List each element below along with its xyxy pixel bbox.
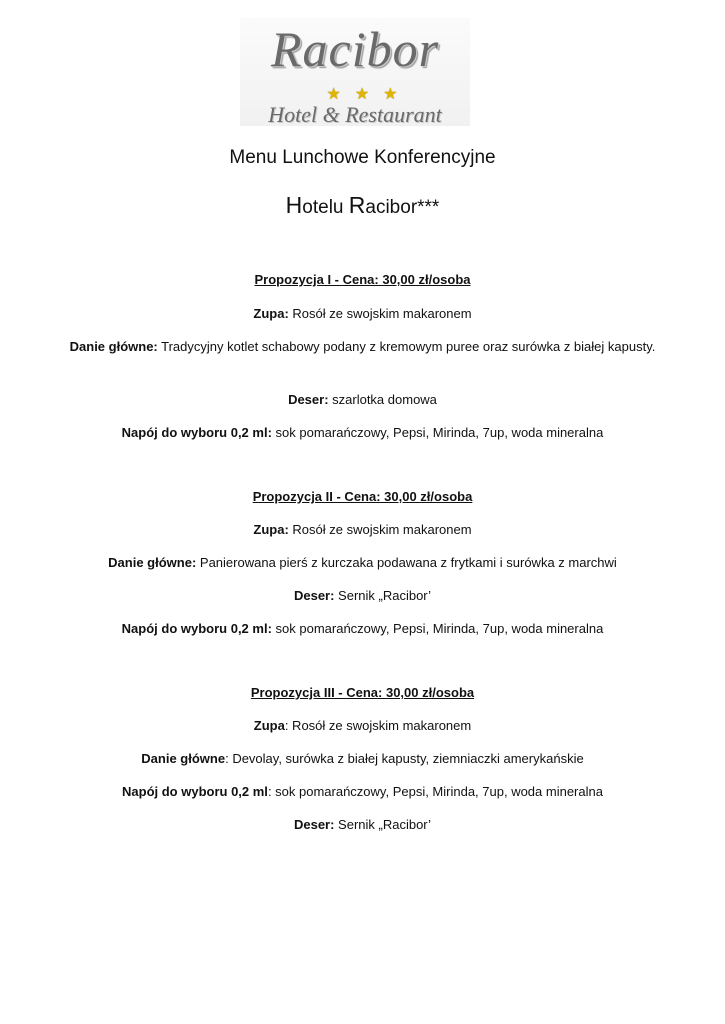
line-label: Deser: — [288, 392, 329, 407]
hotel-logo — [240, 18, 470, 126]
subtitle-initial-h: H — [285, 192, 303, 218]
proposal-2-dessert — [60, 586, 665, 606]
line-label: Danie główne: — [108, 555, 197, 570]
proposal-2-main-dish — [60, 553, 665, 573]
logo-stars: ★★★ — [326, 86, 412, 103]
line-value: Rosół ze swojskim makaronem — [288, 306, 472, 321]
proposal-2-soup — [60, 520, 665, 540]
line-value: Sernik „Racibor’ — [334, 588, 432, 603]
page-title: Menu Lunchowe Konferencyjne — [229, 147, 496, 168]
line-label: Zupa — [253, 718, 285, 733]
logo-name: Racibor — [270, 21, 440, 77]
line-label: Napój do wyboru 0,2 ml — [122, 784, 268, 799]
line-value: : Rosół ze swojskim makaronem — [284, 718, 472, 733]
proposal-3-dessert — [60, 815, 665, 835]
proposal-2-drink — [60, 619, 665, 639]
page-subtitle — [0, 192, 725, 219]
proposal-3-main-dish — [60, 749, 665, 769]
line-value: sok pomarańczowy, Pepsi, Mirinda, 7up, woda mineralna — [271, 425, 604, 440]
logo-subtitle: Hotel & Restaurant — [268, 102, 442, 127]
line-value: szarlotka domowa — [328, 392, 437, 407]
proposal-2-heading: Propozycja II - Cena: 30,00 zł/osoba — [252, 489, 473, 504]
proposal-3-drink — [60, 782, 665, 802]
line-value: Panierowana pierś z kurczaka podawana z frytkami i surówka z marchwi — [196, 555, 617, 570]
line-value: Tradycyjny kotlet schabowy podany z kremowym puree oraz surówka z białej kapusty. — [157, 339, 656, 354]
line-label: Deser: — [293, 588, 335, 603]
subtitle-word-rest: otelu — [302, 197, 349, 218]
line-value: : Devolay, surówka z białej kapusty, ziemniaczki amerykańskie — [225, 751, 584, 766]
line-value: : sok pomarańczowy, Pepsi, Mirinda, 7up, woda mineralna — [267, 784, 603, 799]
proposal-1-dessert — [60, 390, 665, 410]
proposal-1-drink — [60, 423, 665, 443]
line-label: Zupa: — [253, 306, 289, 321]
subtitle-name-rest: acibor*** — [365, 197, 440, 218]
line-label: Danie główne: — [69, 339, 158, 354]
line-label: Napój do wyboru 0,2 ml: — [121, 425, 272, 440]
line-label: Deser: — [293, 817, 335, 832]
proposal-1-heading: Propozycja I - Cena: 30,00 zł/osoba — [254, 272, 471, 287]
line-value: Sernik „Racibor’ — [334, 817, 432, 832]
subtitle-initial-r: R — [348, 192, 366, 218]
proposal-3-heading: Propozycja III - Cena: 30,00 zł/osoba — [250, 685, 475, 700]
line-value: sok pomarańczowy, Pepsi, Mirinda, 7up, woda mineralna — [271, 621, 604, 636]
proposal-1-soup — [60, 304, 665, 324]
proposal-1-main-dish — [60, 337, 665, 357]
proposal-3-soup — [60, 716, 665, 736]
line-label: Napój do wyboru 0,2 ml: — [121, 621, 272, 636]
line-label: Zupa: — [253, 522, 289, 537]
line-value: Rosół ze swojskim makaronem — [288, 522, 472, 537]
line-label: Danie główne — [141, 751, 226, 766]
